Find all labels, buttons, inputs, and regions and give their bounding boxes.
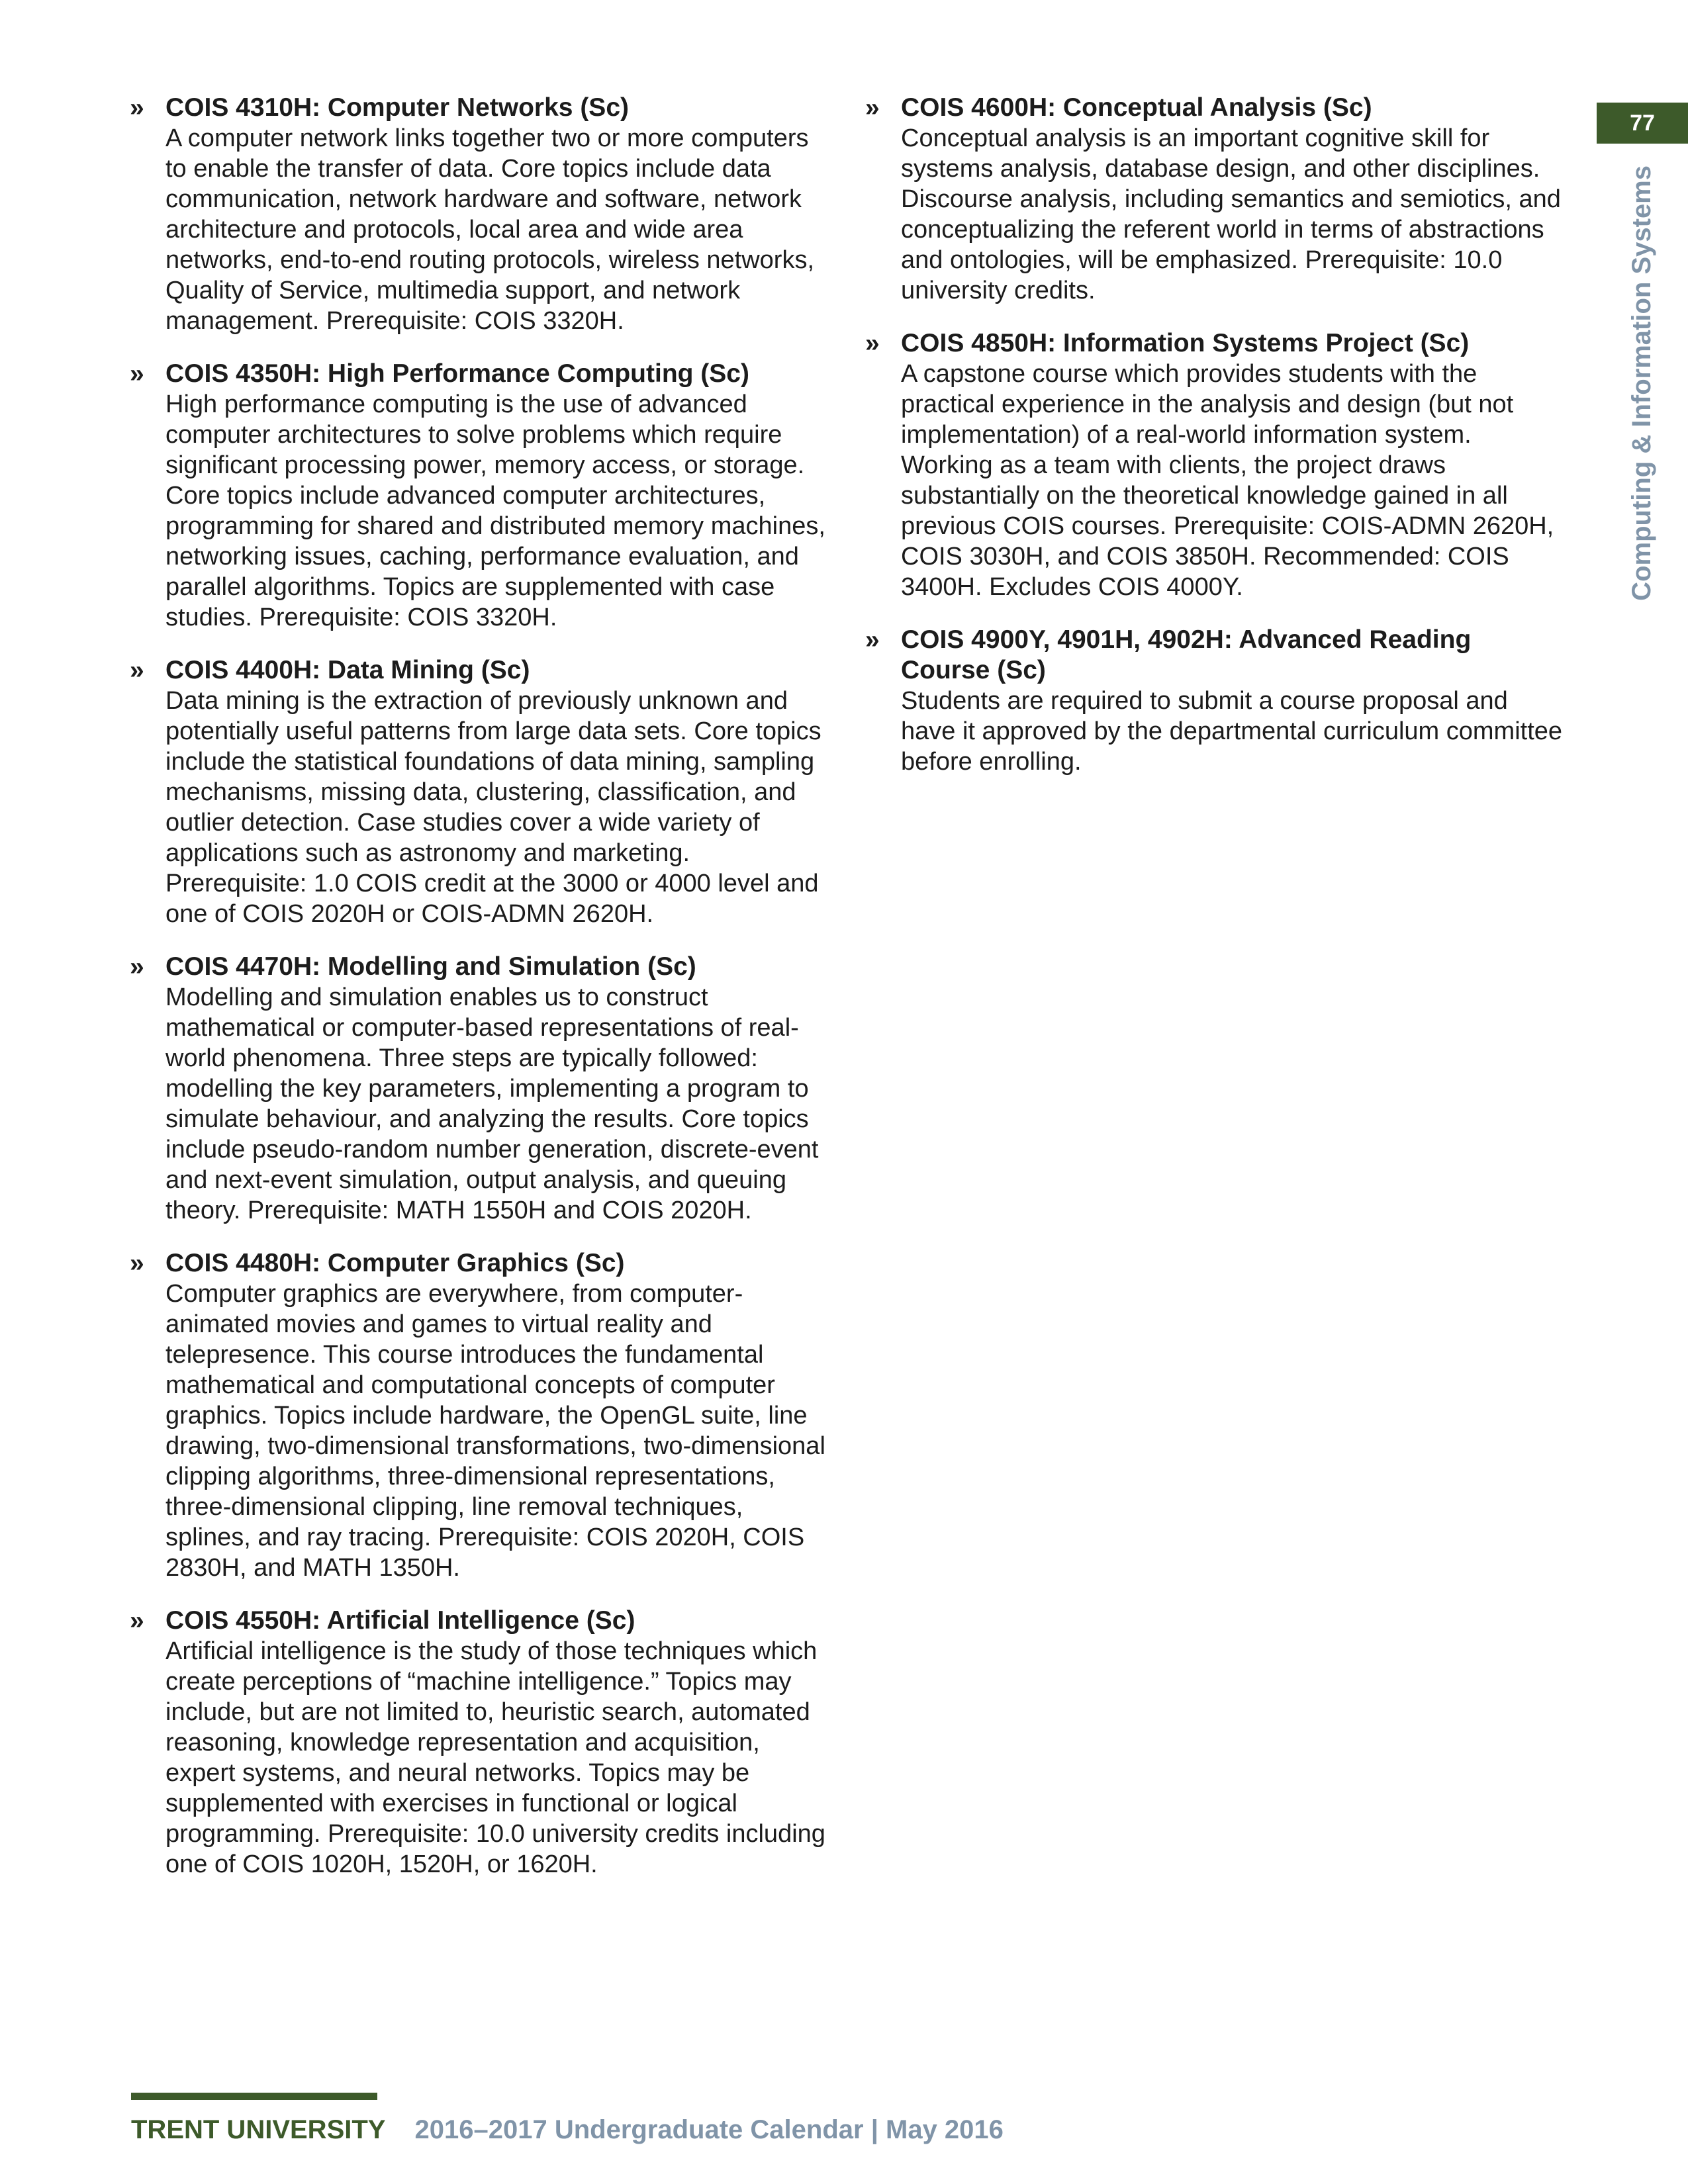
bullet-icon: » [130, 1606, 144, 1635]
course-description: High performance computing is the use of advanced computer architectures to solve problems which require significant processing power, memory access, or storage. Core topics include advanced computer architectures, programming for shared and distributed memory machines, networking issues, caching, performance evaluation, and parallel algorithms. Topics are supplemented with case studies. Prerequisite: COIS 3320H. [165, 390, 825, 631]
bullet-icon: » [130, 93, 144, 122]
course-entry [130, 1606, 831, 1880]
footer [131, 2111, 1004, 2148]
bullet-icon: » [130, 359, 144, 388]
course-title: COIS 4400H: Data Mining (Sc) [165, 656, 530, 684]
course-entry [130, 1248, 831, 1583]
course-entry [130, 952, 831, 1226]
course-entry [865, 328, 1567, 602]
course-entry [865, 625, 1567, 777]
bullet-icon: » [130, 1249, 144, 1277]
course-title: COIS 4550H: Artificial Intelligence (Sc) [165, 1606, 635, 1635]
course-title: COIS 4470H: Modelling and Simulation (Sc) [165, 952, 696, 981]
course-description: Data mining is the extraction of previously unknown and potentially useful patterns from large data sets. Core topics include the statistical foundations of data mining, sampling mechanisms, missing data, clustering, classification, and outlier detection. Case studies cover a wide variety of applications such as astronomy and marketing. Prerequisite: 1.0 COIS credit at the 3000 or 4000 level and one of COIS 2020H or COIS-ADMN 2620H. [165, 687, 821, 928]
course-title: COIS 4850H: Information Systems Project (Sc) [901, 329, 1470, 357]
course-title: COIS 4600H: Conceptual Analysis (Sc) [901, 93, 1372, 122]
course-description: A capstone course which provides students with the practical experience in the analysis and design (but not implementation) of a real-world information system. Working as a team with clients, the project draws substantially on the theoretical knowledge gained in all previous COIS courses. Prerequisite: COIS-ADMN 2620H, COIS 3030H, and COIS 3850H. Recommended: COIS 3400H. Excludes COIS 4000Y. [901, 360, 1554, 601]
course-description: Modelling and simulation enables us to construct mathematical or computer-based representations of real-world phenomena. Three steps are typically followed: modelling the key parameters, implementing a program to simulate behaviour, and analyzing the results. Core topics include pseudo-random number generation, discrete-event and next-event simulation, output analysis, and queuing theory. Prerequisite: MATH 1550H and COIS 2020H. [165, 983, 819, 1224]
section-sidebar [1615, 165, 1668, 629]
footer-rule [131, 2093, 377, 2100]
course-entry [865, 93, 1567, 306]
course-description: Computer graphics are everywhere, from computer-animated movies and games to virtual reality and telepresence. This course introduces the fundamental mathematical and computational concepts of computer graphics. Topics include hardware, the OpenGL suite, line drawing, two-dimensional transformations, two-dimensional clipping algorithms, three-dimensional representations, three-dimensional clipping, line removal techniques, splines, and ray tracing. Prerequisite: COIS 2020H, COIS 2830H, and MATH 1350H. [165, 1280, 825, 1582]
footer-calendar: 2016–2017 Undergraduate Calendar | May 2016 [414, 2115, 1004, 2144]
page-number-badge: 77 [1597, 103, 1688, 144]
course-title: COIS 4310H: Computer Networks (Sc) [165, 93, 630, 122]
bullet-icon: » [130, 952, 144, 981]
section-title: Computing & Information Systems [1627, 165, 1656, 601]
right-column [865, 93, 1567, 799]
course-description: A computer network links together two or more computers to enable the transfer of data. Core topics include data communication, network hardware and software, network architecture and protocols, local area and wide area networks, end-to-end routing protocols, wireless networks, Quality of Service, multimedia support, and network management. Prerequisite: COIS 3320H. [165, 124, 815, 335]
footer-university: TRENT UNIVERSITY [131, 2115, 386, 2144]
course-entry [130, 655, 831, 929]
left-column [130, 93, 831, 1902]
course-title: COIS 4350H: High Performance Computing (Sc) [165, 359, 749, 388]
course-entry [130, 359, 831, 633]
bullet-icon: » [865, 93, 880, 122]
course-entry [130, 93, 831, 336]
course-title: COIS 4900Y, 4901H, 4902H: Advanced Reading Course (Sc) [901, 625, 1472, 684]
course-description: Conceptual analysis is an important cognitive skill for systems analysis, database design, and other disciplines. Discourse analysis, including semantics and semiotics, and conceptualizing the referent world in terms of abstractions and ontologies, will be emphasized. Prerequisite: 10.0 university credits. [901, 124, 1561, 304]
course-description: Students are required to submit a course proposal and have it approved by the departmental curriculum committee before enrolling. [901, 687, 1563, 776]
course-description: Artificial intelligence is the study of those techniques which create perceptions of “machine intelligence.” Topics may include, but are not limited to, heuristic search, automated reasoning, knowledge representation and acquisition, expert systems, and neural networks. Topics may be supplemented with exercises in functional or logical programming. Prerequisite: 10.0 university credits including one of COIS 1020H, 1520H, or 1620H. [165, 1637, 825, 1878]
bullet-icon: » [130, 656, 144, 684]
bullet-icon: » [865, 625, 880, 654]
bullet-icon: » [865, 329, 880, 357]
course-title: COIS 4480H: Computer Graphics (Sc) [165, 1249, 625, 1277]
